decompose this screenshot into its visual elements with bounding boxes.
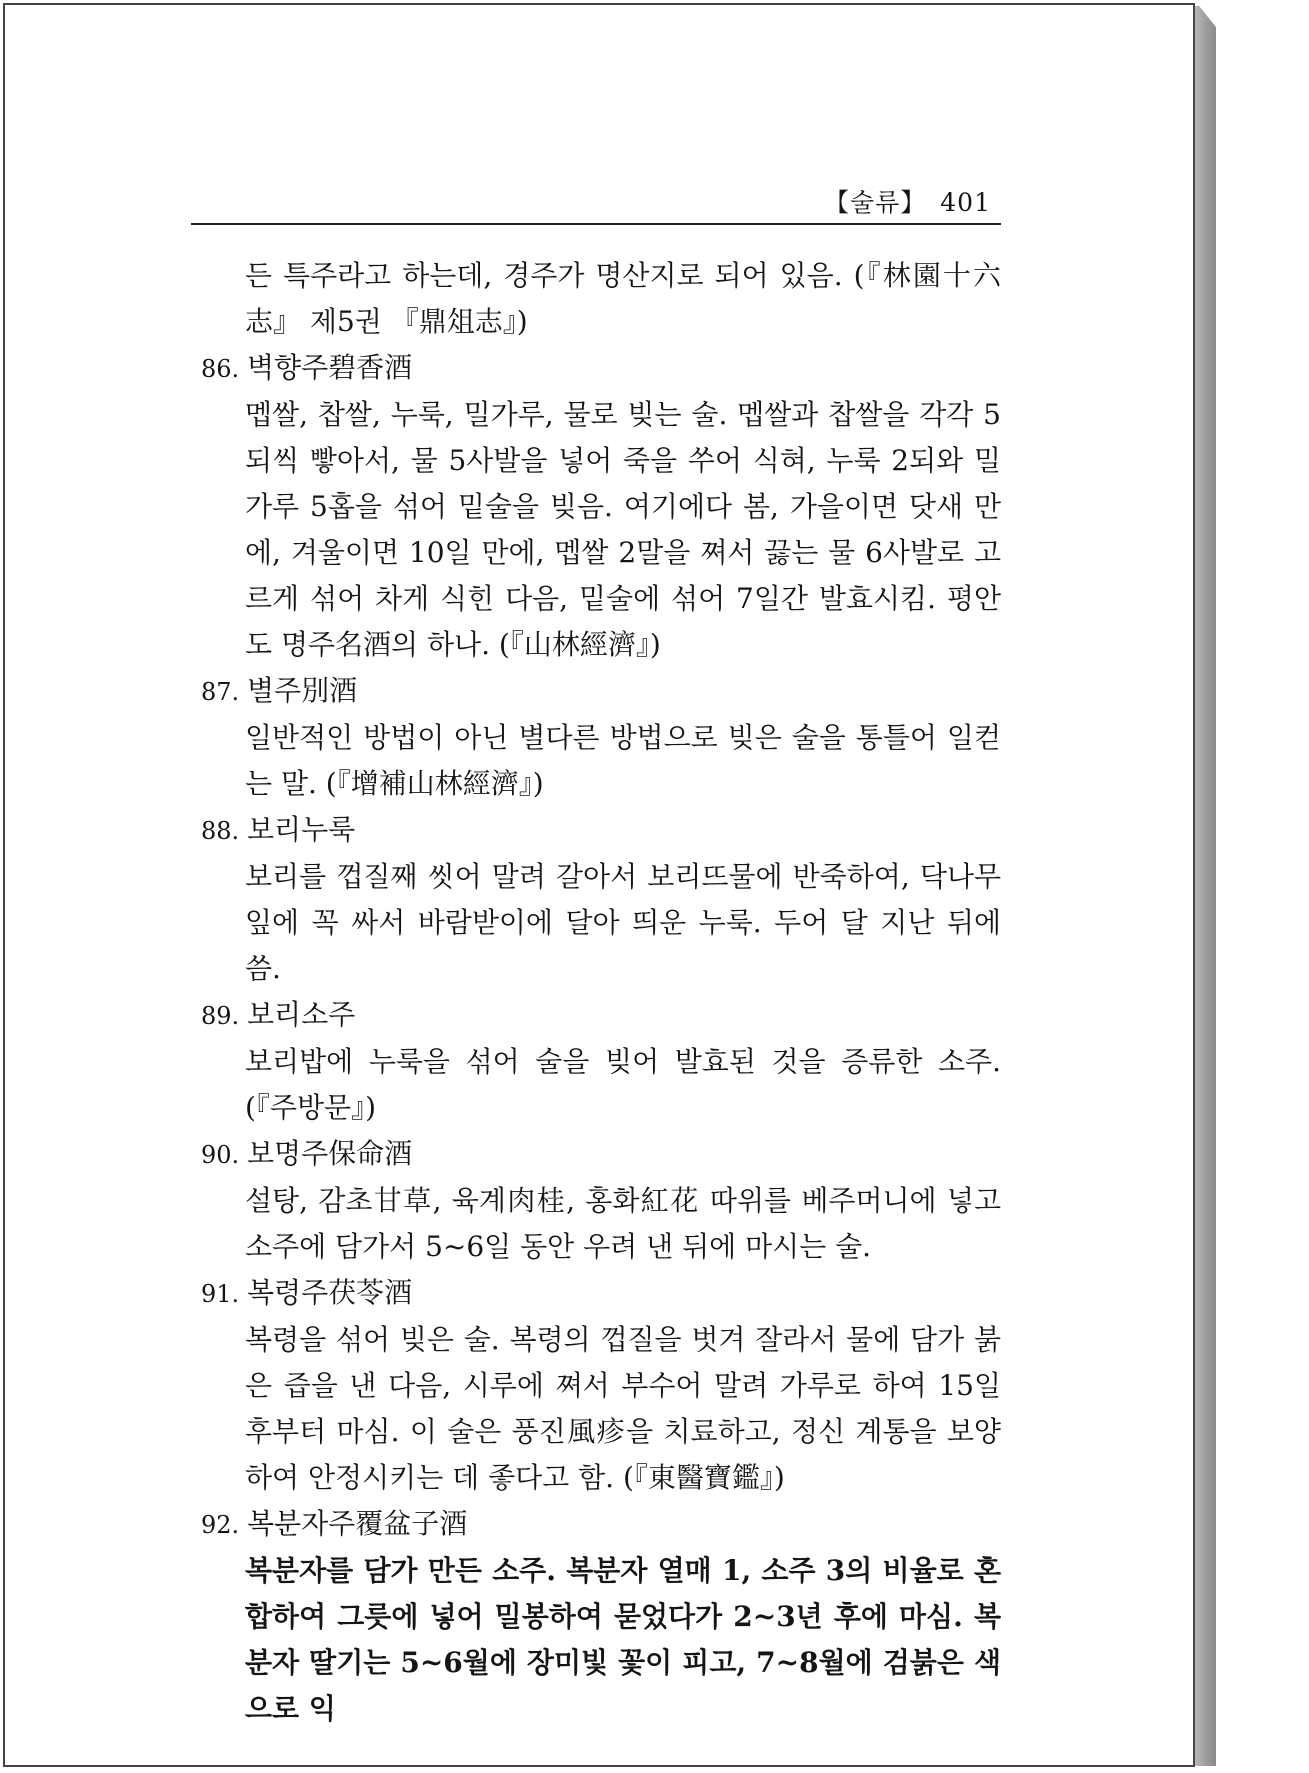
entry-heading — [201, 345, 1001, 392]
entry-heading — [201, 668, 1001, 715]
book-page — [3, 3, 1195, 1767]
entry-number: 91. — [201, 1280, 240, 1308]
entry-body: 일반적인 방법이 아닌 별다른 방법으로 빚은 술을 통틀어 일컫는 말. (『增補山林經濟』) — [245, 721, 1001, 800]
entry-body: 설탕, 감초甘草, 육계肉桂, 홍화紅花 따위를 베주머니에 넣고 소주에 담가서 5~6일 동안 우려 낸 뒤에 마시는 술. — [245, 1184, 1001, 1263]
entry-number: 88. — [201, 817, 240, 845]
entry-87 — [201, 668, 1001, 807]
entry-heading — [201, 1501, 1001, 1548]
entry-heading — [201, 807, 1001, 854]
entry-number: 92. — [201, 1511, 240, 1539]
entry-92 — [201, 1501, 1001, 1732]
entry-title: 보리소주 — [247, 998, 356, 1031]
entry-heading — [201, 992, 1001, 1039]
entry-heading — [201, 1131, 1001, 1178]
entry-title: 별주別酒 — [247, 674, 358, 707]
main-content — [201, 253, 1001, 1732]
entry-number: 87. — [201, 678, 240, 706]
section-title: 【술류】 — [823, 188, 927, 217]
entry-86 — [201, 345, 1001, 668]
continuation-text: 든 특주라고 하는데, 경주가 명산지로 되어 있음. (『林園十六志』 제5권 『鼎俎志』) — [245, 259, 1001, 338]
entry-title: 보명주保命酒 — [247, 1137, 413, 1170]
entry-heading — [201, 1270, 1001, 1317]
entry-90 — [201, 1131, 1001, 1270]
entry-body: 보리밥에 누룩을 섞어 술을 빚어 발효된 것을 증류한 소주. (『주방문』) — [245, 1045, 1001, 1124]
entry-body: 복분자를 담가 만든 소주. 복분자 열매 1, 소주 3의 비율로 혼합하여 그릇에 넣어 밀봉하여 묻었다가 2~3년 후에 마심. 복분자 딸기는 5~6월에 장미빛 꽃이 피고, 7~8월에 검붉은 색으로 익 — [245, 1554, 1001, 1725]
entry-body: 보리를 껍질째 씻어 말려 갈아서 보리뜨물에 반죽하여, 닥나무잎에 꼭 싸서 바람받이에 달아 띄운 누룩. 두어 달 지난 뒤에 씀. — [245, 860, 1001, 985]
entry-91 — [201, 1270, 1001, 1501]
running-head — [824, 183, 991, 219]
entry-number: 90. — [201, 1141, 240, 1169]
entry-body: 복령을 섞어 빚은 술. 복령의 껍질을 벗겨 잘라서 물에 담가 붉은 즙을 낸 다음, 시루에 쪄서 부수어 말려 가루로 하여 15일 후부터 마심. 이 술은 풍진風疹을 치료하고, 정신 계통을 보양하여 안정시키는 데 좋다고 함. (『東醫寶鑑』) — [245, 1323, 1001, 1494]
page-header — [191, 175, 1001, 225]
entry-body: 멥쌀, 찹쌀, 누룩, 밀가루, 물로 빚는 술. 멥쌀과 찹쌀을 각각 5되씩 빻아서, 물 5사발을 넣어 죽을 쑤어 식혀, 누룩 2되와 밀가루 5홉을 섞어 밑술을 빚음. 여기에다 봄, 가을이면 닷새 만에, 겨울이면 10일 만에, 멥쌀 2말을 쪄서 끓는 물 6사발로 고르게 섞어 차게 식힌 다음, 밑술에 섞어 7일간 발효시킴. 평안도 명주名酒의 하나. (『山林經濟』) — [245, 398, 1001, 661]
entry-title: 벽향주碧香酒 — [247, 351, 413, 384]
entry-title: 복분자주覆盆子酒 — [247, 1507, 468, 1540]
entry-title: 복령주茯苓酒 — [247, 1276, 413, 1309]
entry-number: 89. — [201, 1002, 240, 1030]
entry-88 — [201, 807, 1001, 992]
entry-89 — [201, 992, 1001, 1131]
page-number: 401 — [940, 188, 991, 217]
entry-number: 86. — [201, 355, 240, 383]
entry-title: 보리누룩 — [247, 813, 356, 846]
